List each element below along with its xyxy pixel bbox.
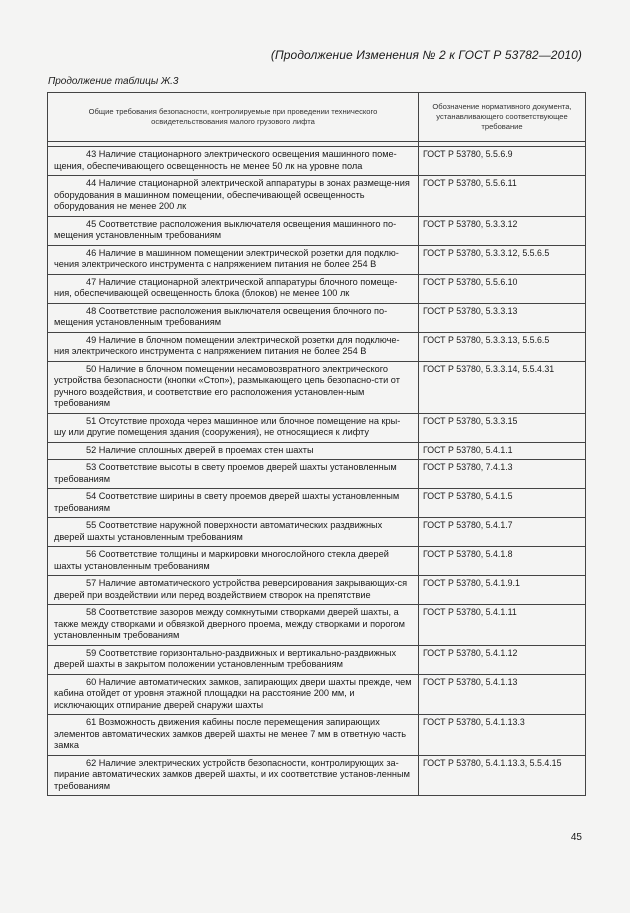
requirement-text: 49 Наличие в блочном помещении электрической розетки для подключе-ния электрического инструмента с напряжением питания не более 254 В — [54, 334, 400, 356]
standard-cell: ГОСТ Р 53780, 5.3.3.15 — [419, 413, 586, 442]
table-caption: Продолжение таблицы Ж.3 — [48, 76, 179, 87]
requirement-text: 50 Наличие в блочном помещении несамовозвратного электрического устройства безопасности (кнопки «Стоп»), размыкающего цепь безопасно-сти от ручного воздействия, и соответствие его расположения установлен-ным требованиям — [54, 363, 400, 408]
requirement-text: 57 Наличие автоматического устройства реверсирования закрывающих-ся дверей при воздействии или перед воздействием створок на препятствие — [54, 578, 408, 600]
table-row — [48, 645, 586, 674]
requirement-cell — [48, 274, 419, 303]
table-row — [48, 274, 586, 303]
requirement-text: 53 Соответствие высоты в свету проемов дверей шахты установленным требованиям — [54, 462, 397, 484]
standard-cell: ГОСТ Р 53780, 5.4.1.13.3, 5.5.4.15 — [419, 755, 586, 796]
requirements-table — [47, 92, 586, 796]
requirement-text: 55 Соответствие наружной поверхности автоматических раздвижных дверей шахты установленным требованиям — [54, 520, 383, 542]
requirement-cell — [48, 442, 419, 460]
requirement-text: 56 Соответствие толщины и маркировки многослойного стекла дверей шахты установленным требованиям — [54, 549, 389, 571]
requirement-cell — [48, 147, 419, 176]
table-row — [48, 245, 586, 274]
header-requirements: Общие требования безопасности, контролируемые при проведении технического освидетельствования малого грузового лифта — [48, 93, 419, 142]
requirement-text: 52 Наличие сплошных дверей в проемах стен шахты — [86, 444, 314, 455]
table-row — [48, 303, 586, 332]
standard-cell: ГОСТ Р 53780, 5.5.6.11 — [419, 176, 586, 217]
requirement-cell — [48, 176, 419, 217]
requirement-cell — [48, 361, 419, 413]
table-row — [48, 576, 586, 605]
table-row — [48, 489, 586, 518]
standard-cell: ГОСТ Р 53780, 7.4.1.3 — [419, 460, 586, 489]
requirement-text: 58 Соответствие зазоров между сомкнутыми створками дверей шахты, а также между створками и обвязкой дверного проема, между створками и порогом установленным требованиям — [54, 607, 405, 640]
table-header-row — [48, 93, 586, 142]
table-row — [48, 755, 586, 796]
standard-cell: ГОСТ Р 53780, 5.3.3.12, 5.5.6.5 — [419, 245, 586, 274]
table-row — [48, 216, 586, 245]
standard-cell: ГОСТ Р 53780, 5.4.1.13 — [419, 674, 586, 715]
table-row — [48, 715, 586, 756]
requirement-cell — [48, 547, 419, 576]
requirement-text: 59 Соответствие горизонтально-раздвижных и вертикально-раздвижных дверей шахты в закрытом положении установленным требованиям — [54, 647, 397, 669]
table-row — [48, 460, 586, 489]
standard-cell: ГОСТ Р 53780, 5.4.1.5 — [419, 489, 586, 518]
requirement-cell — [48, 245, 419, 274]
table-body — [48, 147, 586, 796]
requirement-cell — [48, 755, 419, 796]
standard-cell: ГОСТ Р 53780, 5.4.1.8 — [419, 547, 586, 576]
table-row — [48, 518, 586, 547]
standard-cell: ГОСТ Р 53780, 5.3.3.14, 5.5.4.31 — [419, 361, 586, 413]
requirement-cell — [48, 518, 419, 547]
requirement-cell — [48, 576, 419, 605]
requirement-text: 47 Наличие стационарной электрической аппаратуры блочного помеще-ния, обеспечивающей освещенность блока (блоков) не менее 100 лк — [54, 276, 398, 298]
standard-cell: ГОСТ Р 53780, 5.4.1.13.3 — [419, 715, 586, 756]
header-standard: Обозначение нормативного документа, устанавливающего соответствующее требование — [419, 93, 586, 142]
table-row — [48, 147, 586, 176]
standard-cell: ГОСТ Р 53780, 5.4.1.12 — [419, 645, 586, 674]
standard-cell: ГОСТ Р 53780, 5.4.1.7 — [419, 518, 586, 547]
table-row — [48, 176, 586, 217]
requirement-text: 48 Соответствие расположения выключателя освещения блочного по-мещения установленным требованиям — [54, 305, 388, 327]
requirement-cell — [48, 303, 419, 332]
continuation-header: (Продолжение Изменения № 2 к ГОСТ Р 53782—2010) — [270, 48, 582, 62]
requirement-cell — [48, 715, 419, 756]
requirement-cell — [48, 645, 419, 674]
requirement-text: 43 Наличие стационарного электрического освещения машинного поме-щения, обеспечивающего освещенность не менее 50 лк на уровне пола — [54, 149, 397, 171]
requirement-cell — [48, 605, 419, 646]
table-row — [48, 605, 586, 646]
requirement-text: 62 Наличие электрических устройств безопасности, контролирующих за-пирание автоматических замков дверей шахты, и их соответствие установ-ленным требованиям — [54, 757, 410, 791]
requirement-text: 54 Соответствие ширины в свету проемов дверей шахты установленным требованиям — [54, 491, 400, 513]
standard-cell: ГОСТ Р 53780, 5.3.3.13, 5.5.6.5 — [419, 332, 586, 361]
requirement-text: 61 Возможность движения кабины после перемещения запирающих элементов автоматических замков дверей шахты не менее 7 мм в ответную часть замка — [54, 717, 407, 750]
standard-cell: ГОСТ Р 53780, 5.5.6.10 — [419, 274, 586, 303]
requirement-cell — [48, 413, 419, 442]
table-row — [48, 413, 586, 442]
requirement-cell — [48, 674, 419, 715]
standard-cell: ГОСТ Р 53780, 5.4.1.9.1 — [419, 576, 586, 605]
table-row — [48, 547, 586, 576]
requirement-cell — [48, 216, 419, 245]
requirement-text: 51 Отсутствие прохода через машинное или блочное помещение на кры-шу или другие помещения здания (сооружения), не относящиеся к лифту — [54, 415, 401, 437]
standard-cell: ГОСТ Р 53780, 5.3.3.12 — [419, 216, 586, 245]
standard-cell: ГОСТ Р 53780, 5.3.3.13 — [419, 303, 586, 332]
table-row — [48, 674, 586, 715]
requirement-cell — [48, 460, 419, 489]
requirement-text: 44 Наличие стационарной электрической аппаратуры в зонах размеще-ния оборудования в машинном помещении, обеспечивающей освещенность оборудования не менее 200 лк — [54, 178, 410, 211]
standard-cell: ГОСТ Р 53780, 5.5.6.9 — [419, 147, 586, 176]
standard-cell: ГОСТ Р 53780, 5.4.1.11 — [419, 605, 586, 646]
table-row — [48, 442, 586, 460]
requirement-cell — [48, 332, 419, 361]
requirement-cell — [48, 489, 419, 518]
requirement-text: 45 Соответствие расположения выключателя освещения машинного по-мещения установленным требованиям — [54, 218, 397, 240]
standard-cell: ГОСТ Р 53780, 5.4.1.1 — [419, 442, 586, 460]
table-row — [48, 332, 586, 361]
page-number: 45 — [570, 832, 582, 843]
requirement-text: 46 Наличие в машинном помещении электрической розетки для подклю-чения электрического инструмента с напряжением питания не более 254 В — [54, 247, 399, 269]
requirement-text: 60 Наличие автоматических замков, запирающих двери шахты прежде, чем кабина отойдет от уровня этажной площадки на расстояние 200 мм, и исключающих отпирание дверей снаружи шахты — [54, 676, 412, 710]
table-row — [48, 361, 586, 413]
